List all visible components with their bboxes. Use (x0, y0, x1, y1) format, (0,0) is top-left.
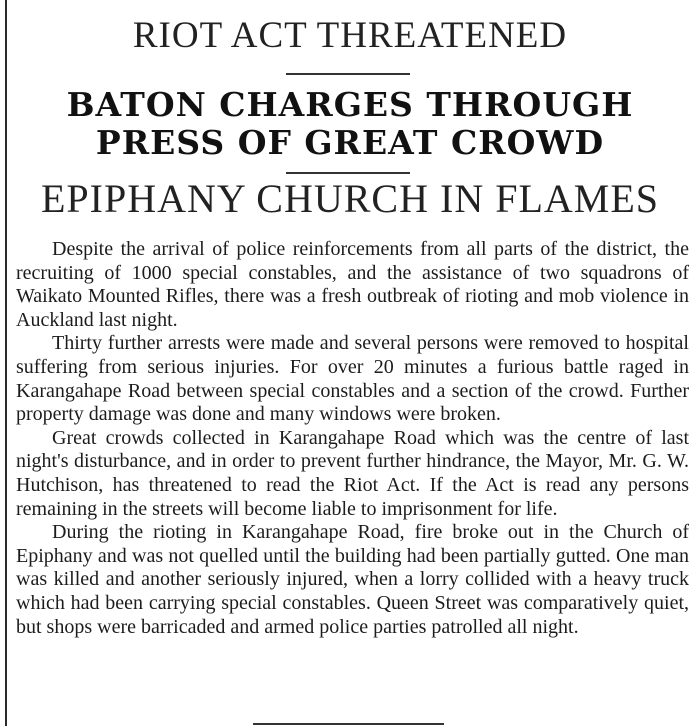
headline-baton-charges (12, 86, 688, 162)
headline-epiphany-church: EPIPHANY CHURCH IN FLAMES (40, 176, 660, 221)
headline-baton-charges-text: BATON CHARGES THROUGH PRESS OF GREAT CROWD (66, 85, 634, 162)
article-paragraph: Thirty further arrests were made and several persons were removed to hospital suffering from serious injuries. For over 20 minutes a furious battle raged in Karangahape Road between special constables and a section of the crowd. Further property damage was done and many windows were broken. (16, 332, 689, 426)
article-paragraph: Great crowds collected in Karangahape Road which was the centre of last night's disturbance, and in order to prevent further hindrance, the Mayor, Mr. G. W. Hutchison, has threatened to read the Riot Act. If the Act is read any persons remaining in the streets will become liable to imprisonment for life. (16, 426, 689, 520)
article-paragraph: During the rioting in Karangahape Road, fire broke out in the Church of Epiphany and was not quelled until the building had been partially gutted. One man was killed and another seriously injured, when a lorry collided with a heavy truck which had been carrying special constables. Queen Street was comparatively quiet, but shops were barricaded and armed police parties patrolled all night. (16, 521, 689, 638)
divider-rule-1 (286, 73, 410, 75)
divider-rule-bottom (253, 723, 444, 725)
column-border (5, 0, 7, 726)
headline-riot-act: RIOT ACT THREATENED (132, 15, 568, 56)
article-body (16, 238, 689, 639)
article-paragraph: Despite the arrival of police reinforcements from all parts of the district, the recruiting of 1000 special constables, and the assistance of two squadrons of Waikato Mounted Rifles, there was a fresh outbreak of rioting and mob violence in Auckland last night. (16, 238, 689, 331)
